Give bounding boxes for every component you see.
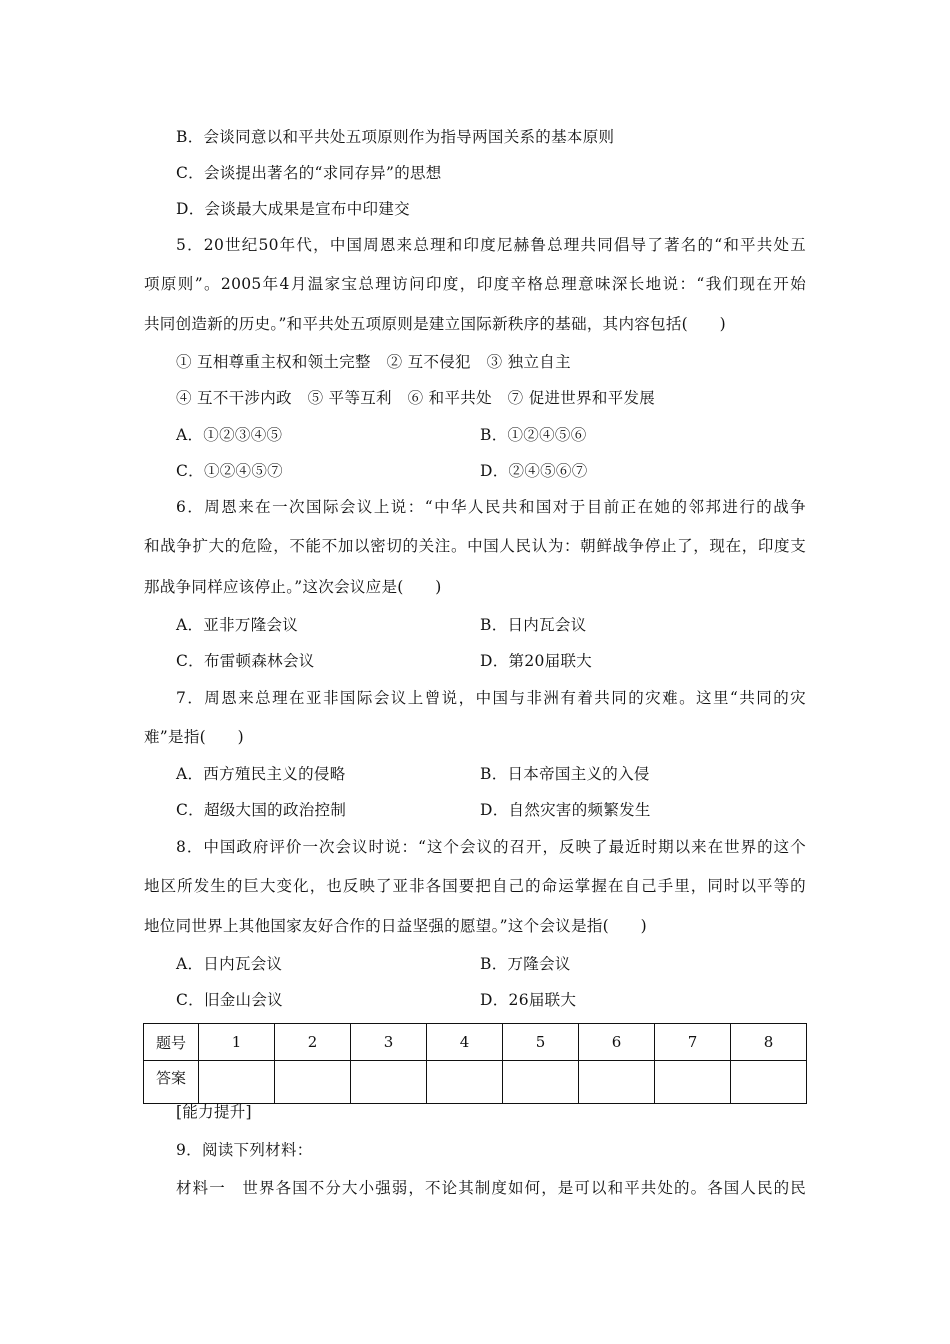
prev-option-b: B．会谈同意以和平共处五项原则作为指导两国关系的基本原则: [176, 128, 615, 146]
answer-cell[interactable]: [275, 1061, 351, 1104]
answer-table: [143, 1023, 807, 1104]
prev-option-c: C．会谈提出著名的“求同存异”的思想: [176, 164, 442, 182]
q7-option-d: D．自然灾害的频繁发生: [480, 801, 651, 819]
q8-option-b: B．万隆会议: [480, 955, 571, 973]
answer-label-cell: 答案: [144, 1061, 199, 1104]
answer-cell[interactable]: [579, 1061, 655, 1104]
q5-items1: ① 互相尊重主权和领土完整 ② 互不侵犯 ③ 独立自主: [176, 353, 571, 371]
q5-items2: ④ 互不干涉内政 ⑤ 平等互利 ⑥ 和平共处 ⑦ 促进世界和平发展: [176, 389, 656, 407]
q6-option-c: C．布雷顿森林会议: [176, 652, 315, 670]
answer-cell[interactable]: [503, 1061, 579, 1104]
number-cell: 5: [503, 1024, 579, 1061]
number-cell: 3: [351, 1024, 427, 1061]
q5-option-b: B．①②④⑤⑥: [480, 426, 587, 444]
header-label-cell: 题号: [144, 1024, 199, 1061]
q7-option-c: C．超级大国的政治控制: [176, 801, 347, 819]
q9-line1: 9．阅读下列材料：: [176, 1141, 313, 1159]
q8-line3: 地位同世界上其他国家友好合作的日益坚强的愿望。”这个会议是指( ): [144, 917, 647, 935]
q8-option-d: D．26届联大: [480, 991, 577, 1009]
q6-option-a: A．亚非万隆会议: [176, 616, 299, 634]
q8-option-a: A．日内瓦会议: [176, 955, 283, 973]
q8-line2: 地区所发生的巨大变化，也反映了亚非各国要把自己的命运掌握在自己手里，同时以平等的: [144, 877, 806, 895]
prev-option-d: D．会谈最大成果是宣布中印建交: [176, 200, 410, 218]
q6-option-d: D．第20届联大: [480, 652, 593, 670]
answer-table-answer-row: [144, 1061, 807, 1104]
answer-cell[interactable]: [427, 1061, 503, 1104]
answer-cell[interactable]: [351, 1061, 427, 1104]
q7-line2: 难”是指( ): [144, 728, 244, 746]
answer-cell[interactable]: [731, 1061, 807, 1104]
q5-line1: 5．20世纪50年代，中国周恩来总理和印度尼赫鲁总理共同倡导了著名的“和平共处五: [176, 236, 806, 254]
q6-line2: 和战争扩大的危险，不能不加以密切的关注。中国人民认为：朝鲜战争停止了，现在，印度支: [144, 537, 806, 555]
q5-option-c: C．①②④⑤⑦: [176, 462, 283, 480]
q7-line1: 7．周恩来总理在亚非国际会议上曾说，中国与非洲有着共同的灾难。这里“共同的灾: [176, 689, 806, 707]
q7-option-a: A．西方殖民主义的侵略: [176, 765, 346, 783]
q9-line2: 材料一 世界各国不分大小强弱，不论其制度如何，是可以和平共处的。各国人民的民: [176, 1179, 806, 1197]
number-cell: 8: [731, 1024, 807, 1061]
number-cell: 7: [655, 1024, 731, 1061]
answer-table-header-row: [144, 1024, 807, 1061]
q6-line3: 那战争同样应该停止。”这次会议应是( ): [144, 578, 442, 596]
q6-option-b: B．日内瓦会议: [480, 616, 587, 634]
q5-option-a: A．①②③④⑤: [176, 426, 283, 444]
q5-option-d: D．②④⑤⑥⑦: [480, 462, 588, 480]
number-cell: 6: [579, 1024, 655, 1061]
q5-line2: 项原则”。2005年4月温家宝总理访问印度，印度辛格总理意味深长地说：“我们现在开始: [144, 275, 806, 293]
q5-line3: 共同创造新的历史。”和平共处五项原则是建立国际新秩序的基础，其内容包括( ): [144, 315, 726, 333]
answer-cell[interactable]: [655, 1061, 731, 1104]
q6-line1: 6．周恩来在一次国际会议上说：“中华人民共和国对于目前正在她的邻邦进行的战争: [176, 498, 806, 516]
number-cell: 2: [275, 1024, 351, 1061]
answer-cell[interactable]: [199, 1061, 275, 1104]
q7-option-b: B．日本帝国主义的入侵: [480, 765, 650, 783]
q8-option-c: C．旧金山会议: [176, 991, 283, 1009]
number-cell: 1: [199, 1024, 275, 1061]
section-title: [能力提升]: [176, 1103, 252, 1121]
number-cell: 4: [427, 1024, 503, 1061]
q8-line1: 8．中国政府评价一次会议时说：“这个会议的召开，反映了最近时期以来在世界的这个: [176, 838, 806, 856]
